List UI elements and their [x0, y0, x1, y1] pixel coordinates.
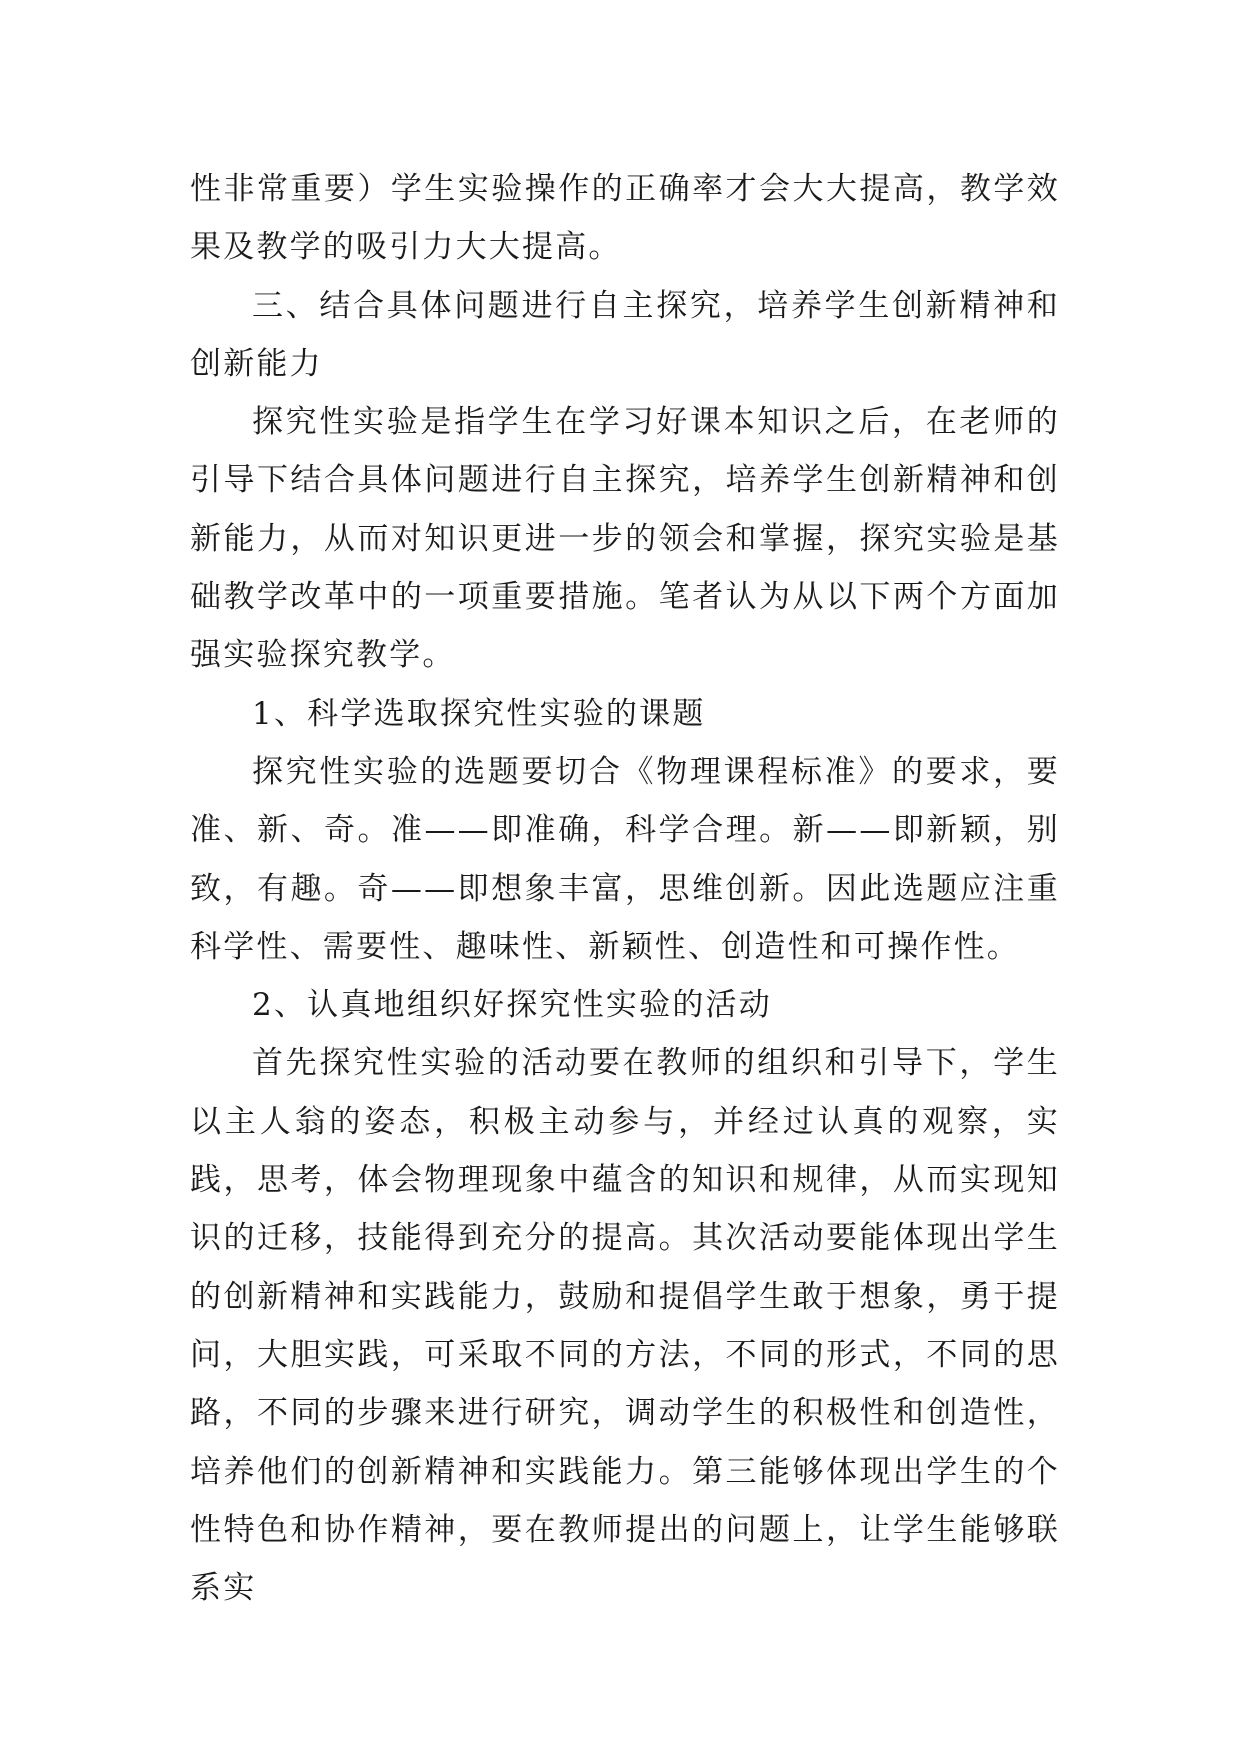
paragraph-continuation: 性非常重要）学生实验操作的正确率才会大大提高，教学效果及教学的吸引力大大提高。	[190, 171, 1060, 266]
body-text	[190, 160, 1060, 1617]
paragraph-topic-selection: 探究性实验的选题要切合《物理课程标准》的要求，要准、新、奇。准——即准确，科学合理。新——即新颖，别致，有趣。奇——即想象丰富，思维创新。因此选题应注重科学性、需要性、趣味性、新颖性、创造性和可操作性。	[190, 753, 1060, 965]
subheading-1: 1、科学选取探究性实验的课题	[252, 695, 706, 732]
section-heading-3: 三、结合具体问题进行自主探究，培养学生创新精神和创新能力	[190, 287, 1060, 382]
subheading-2: 2、认真地组织好探究性实验的活动	[252, 987, 772, 1024]
paragraph-inquiry-intro: 探究性实验是指学生在学习好课本知识之后，在老师的引导下结合具体问题进行自主探究，培养学生创新精神和创新能力，从而对知识更进一步的领会和掌握，探究实验是基础教学改革中的一项重要措施。笔者认为从以下两个方面加强实验探究教学。	[190, 404, 1060, 674]
paragraph-activity-organization: 首先探究性实验的活动要在教师的组织和引导下，学生以主人翁的姿态，积极主动参与，并经过认真的观察，实践，思考，体会物理现象中蕴含的知识和规律，从而实现知识的迁移，技能得到充分的提高。其次活动要能体现出学生的创新精神和实践能力，鼓励和提倡学生敢于想象，勇于提问，大胆实践，可采取不同的方法，不同的形式，不同的思路，不同的步骤来进行研究，调动学生的积极性和创造性，培养他们的创新精神和实践能力。第三能够体现出学生的个性特色和协作精神，要在教师提出的问题上，让学生能够联系实	[190, 1045, 1060, 1607]
